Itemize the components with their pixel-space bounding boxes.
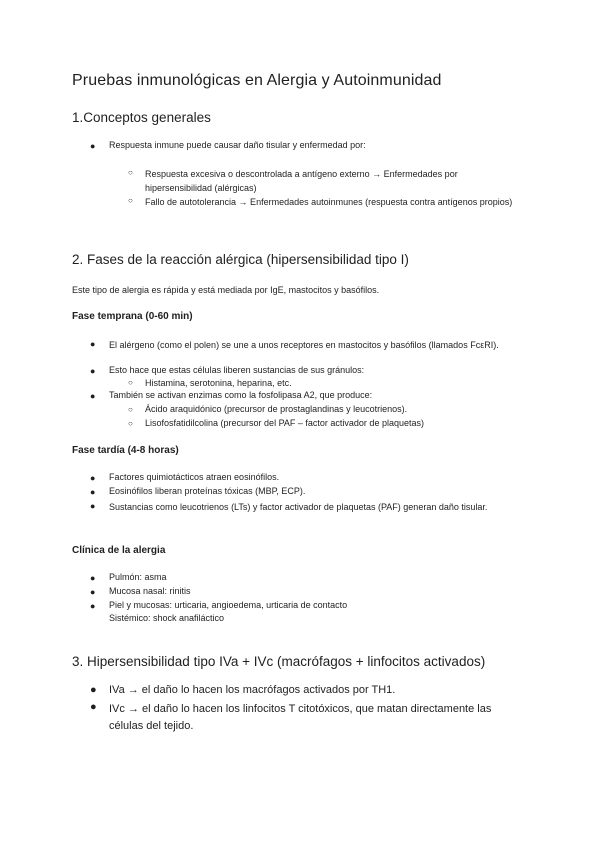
bullet-dot: ●	[90, 473, 96, 483]
bullet-dot: ●	[90, 573, 96, 583]
late-phase-heading: Fase tardía (4-8 horas)	[72, 445, 179, 456]
circle-bullet: ○	[128, 378, 133, 387]
clinic-heading: Clínica de la alergia	[72, 545, 166, 556]
list-item: Factores quimiotácticos atraen eosinófilos.	[109, 472, 280, 482]
section-2-intro: Este tipo de alergia es rápida y está mediada por IgE, mastocitos y basófilos.	[72, 285, 380, 295]
bullet-dot: ●	[90, 684, 97, 696]
list-item: Respuesta inmune puede causar daño tisular y enfermedad por:	[109, 140, 366, 150]
bullet-dot: ●	[90, 701, 97, 713]
list-item: Eosinófilos liberan proteínas tóxicas (MBP, ECP).	[109, 486, 306, 496]
document-title: Pruebas inmunológicas en Alergia y Autoinmunidad	[72, 72, 442, 89]
list-item: Esto hace que estas células liberen sustancias de sus gránulos:	[109, 365, 365, 375]
bullet-dot: ●	[90, 501, 96, 511]
circle-bullet: ○	[128, 196, 133, 205]
list-item: Mucosa nasal: rinitis	[109, 586, 191, 596]
list-item: Sustancias como leucotrienos (LTs) y factor activador de plaquetas (PAF) generan daño tisular.	[109, 502, 488, 512]
bullet-dot: ●	[90, 366, 96, 376]
section-1-heading: 1.Conceptos generales	[72, 110, 211, 125]
bullet-dot: ●	[90, 339, 96, 349]
circle-bullet: ○	[128, 168, 133, 177]
sub-list-item: Histamina, serotonina, heparina, etc.	[145, 378, 292, 388]
sub-list-item: Respuesta excesiva o descontrolada a antígeno externo → Enfermedades por hipersensibilidad (alérgicas)	[145, 169, 458, 193]
list-item: El alérgeno (como el polen) se une a unos receptores en mastocitos y basófilos (llamados FcεRI).	[109, 340, 499, 350]
section-2-heading: 2. Fases de la reacción alérgica (hipersensibilidad tipo I)	[72, 252, 409, 267]
list-item: IVc → el daño lo hacen los linfocitos T citotóxicos, que matan directamente las células del tejido.	[109, 703, 492, 732]
list-item-continuation: Sistémico: shock anafiláctico	[109, 613, 225, 623]
early-phase-heading: Fase temprana (0-60 min)	[72, 311, 193, 322]
bullet-dot: ●	[90, 587, 96, 597]
circle-bullet: ○	[128, 405, 133, 414]
sub-list-item: Ácido araquidónico (precursor de prostaglandinas y leucotrienos).	[145, 404, 408, 414]
section-3-heading: 3. Hipersensibilidad tipo IVa + IVc (macrófagos + linfocitos activados)	[72, 654, 486, 669]
circle-bullet: ○	[128, 419, 133, 428]
bullet-dot: ●	[90, 601, 96, 611]
list-item: También se activan enzimas como la fosfolipasa A2, que produce:	[109, 390, 373, 400]
sub-list-item: Lisofosfatidilcolina (precursor del PAF – factor activador de plaquetas)	[145, 418, 424, 428]
sub-list-item: Fallo de autotolerancia → Enfermedades autoinmunes (respuesta contra antígenos propios)	[145, 197, 513, 207]
list-item: Piel y mucosas: urticaria, angioedema, urticaria de contacto	[109, 600, 348, 610]
list-item: IVa → el daño lo hacen los macrófagos activados por TH1.	[109, 684, 396, 696]
bullet-dot: ●	[90, 487, 96, 497]
bullet-dot: ●	[90, 391, 96, 401]
bullet-dot: ●	[90, 141, 96, 151]
list-item: Pulmón: asma	[109, 572, 167, 582]
